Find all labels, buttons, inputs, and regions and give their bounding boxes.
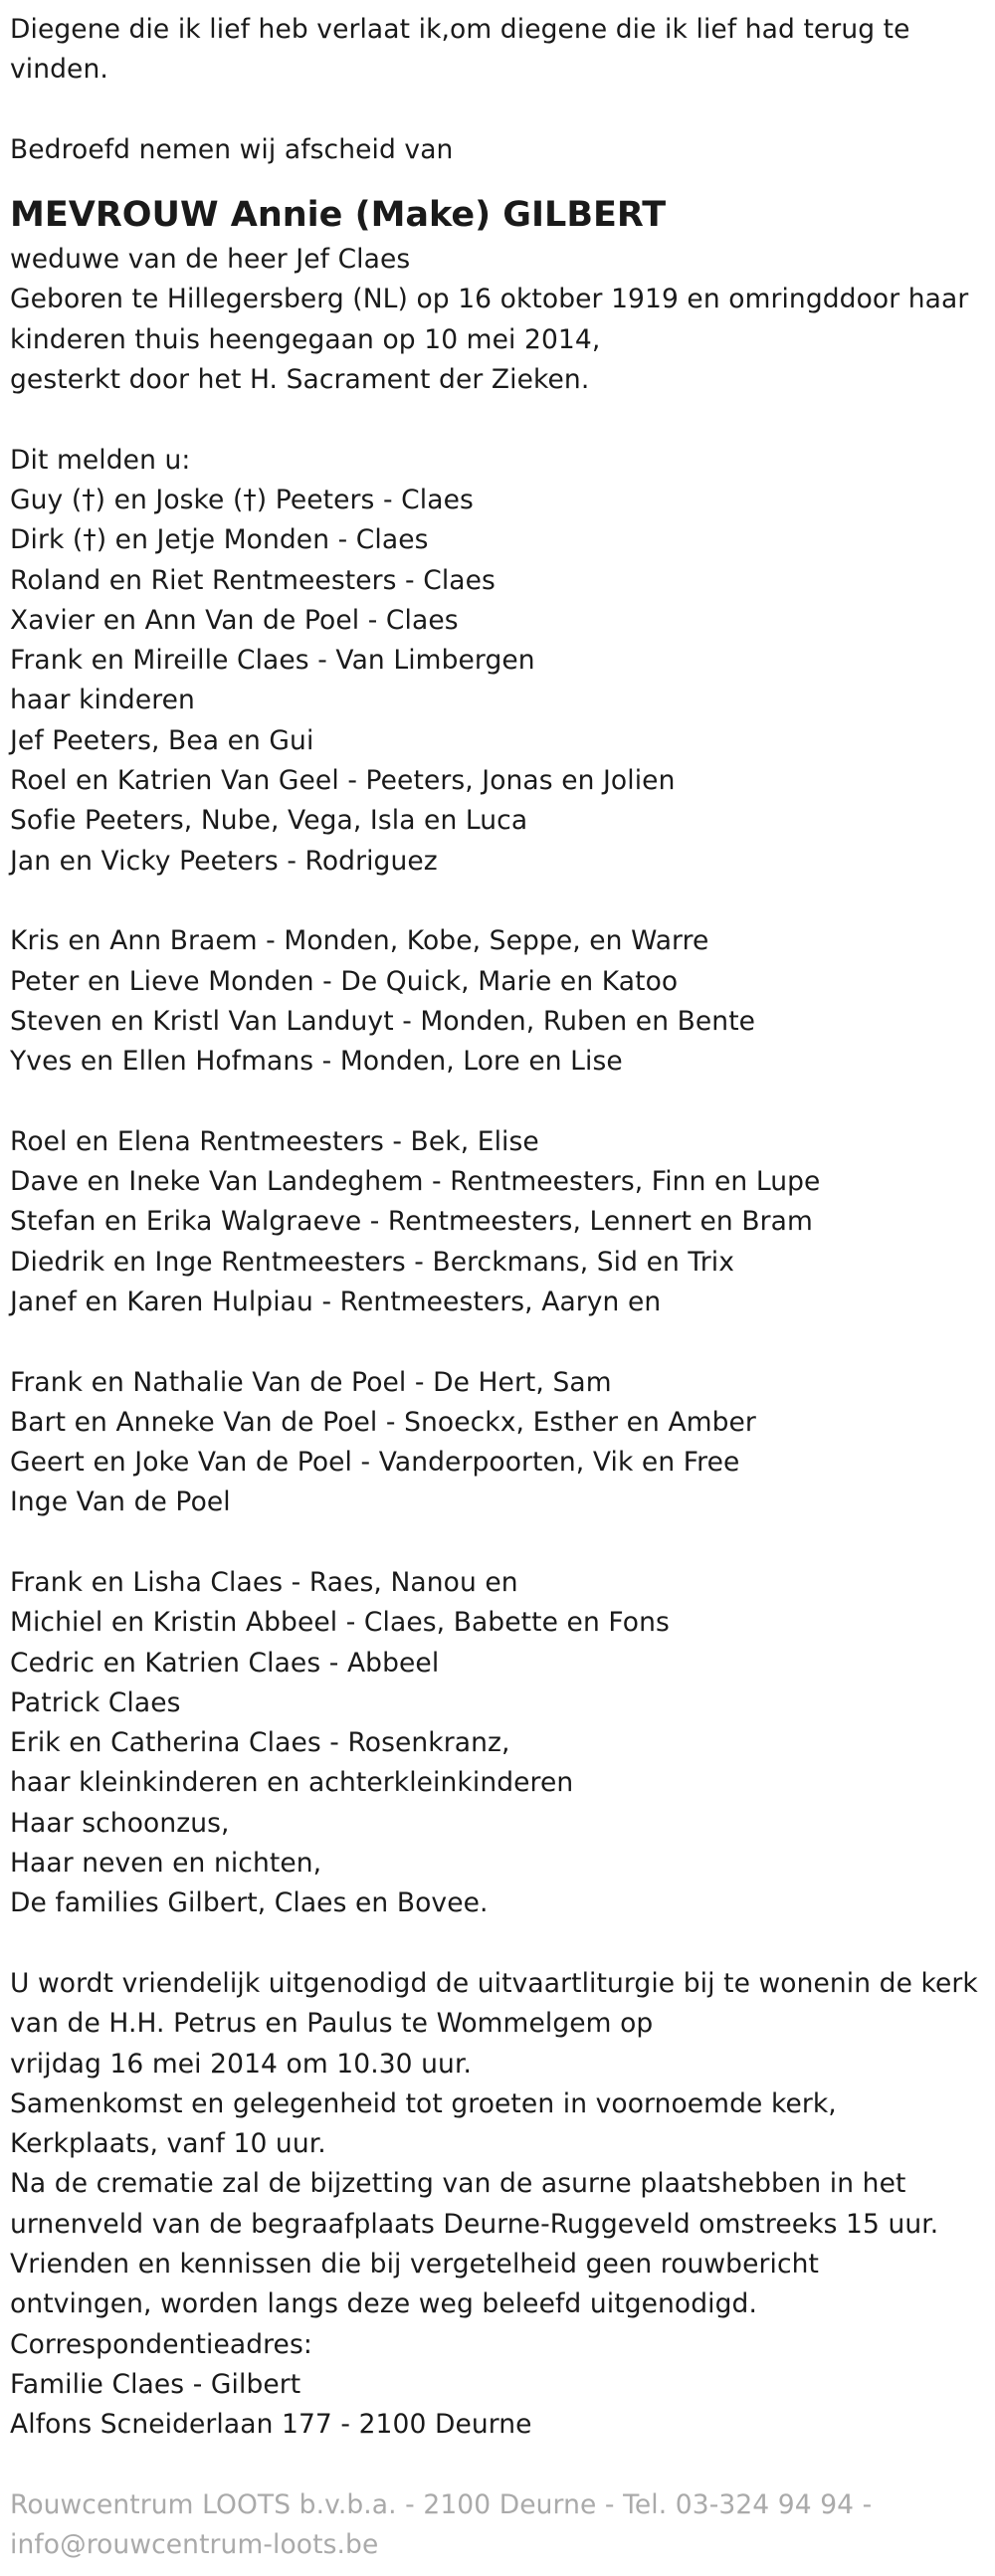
family-section (10, 400, 985, 1923)
detail-line: gesterkt door het H. Sacrament der Zieken. (10, 364, 590, 396)
service-line: Samenkomst en gelegenheid tot groeten in voornoemde kerk, (10, 2087, 837, 2119)
service-line: Correspondentieadres: (10, 2328, 312, 2360)
family-line: De families Gilbert, Claes en Bovee. (10, 1887, 489, 1919)
family-line: Jan en Vicky Peeters - Rodriguez (10, 845, 438, 877)
family-line: Cedric en Katrien Claes - Abbeel (10, 1647, 440, 1679)
service-line: Na de crematie zal de bijzetting van de asurne plaatshebben in het (10, 2168, 906, 2200)
detail-line: Geboren te Hillegersberg (NL) op 16 oktober 1919 en omringddoor haar (10, 284, 969, 315)
blank-line (10, 400, 985, 440)
family-line: Stefan en Erika Walgraeve - Rentmeesters, Lennert en Bram (10, 1206, 813, 1238)
service-section (10, 1924, 985, 2446)
family-line: Bart en Anneke Van de Poel - Snoeckx, Esther en Amber (10, 1406, 756, 1438)
family-line: Dave en Ineke Van Landeghem - Rentmeesters, Finn en Lupe (10, 1166, 821, 1198)
intro-line: Bedroefd nemen wij afscheid van (10, 133, 454, 165)
family-line: Dirk (†) en Jetje Monden - Claes (10, 524, 429, 556)
detail-line: kinderen thuis heengegaan op 10 mei 2014, (10, 323, 601, 355)
service-line: Vrienden en kennissen die bij vergetelheid geen rouwbericht (10, 2249, 820, 2280)
family-line: Kris en Ann Braem - Monden, Kobe, Seppe, en Warre (10, 925, 709, 957)
family-line: Frank en Mireille Claes - Van Limbergen (10, 645, 535, 677)
family-line: Haar neven en nichten, (10, 1848, 322, 1880)
family-line: Xavier en Ann Van de Poel - Claes (10, 604, 459, 636)
service-line: Alfons Scneiderlaan 177 - 2100 Deurne (10, 2409, 532, 2441)
blank-line (10, 1082, 985, 1121)
family-line: Inge Van de Poel (10, 1486, 231, 1518)
blank-line (10, 2446, 985, 2485)
family-line: Erik en Catherina Claes - Rosenkranz, (10, 1727, 510, 1759)
deceased-name: MEVROUW Annie (Make) GILBERT (10, 195, 667, 236)
family-line: Roel en Elena Rentmeesters - Bek, Elise (10, 1125, 539, 1157)
family-line: Peter en Lieve Monden - De Quick, Marie en Katoo (10, 965, 679, 997)
family-line: Sofie Peeters, Nube, Vega, Isla en Luca (10, 805, 528, 837)
family-line: Frank en Nathalie Van de Poel - De Hert, Sam (10, 1366, 612, 1398)
detail-line: weduwe van de heer Jef Claes (10, 244, 411, 276)
family-line: Haar schoonzus, (10, 1807, 230, 1839)
intro-line: vinden. (10, 54, 108, 86)
details-section (10, 240, 985, 400)
family-line: Diedrik en Inge Rentmeesters - Berckmans, Sid en Trix (10, 1246, 735, 1278)
family-line: Roel en Katrien Van Geel - Peeters, Jonas en Jolien (10, 765, 676, 797)
service-line: Kerkplaats, vanf 10 uur. (10, 2128, 326, 2160)
family-line: Yves en Ellen Hofmans - Monden, Lore en Lise (10, 1046, 623, 1078)
blank-line (10, 1523, 985, 1563)
family-line: haar kleinkinderen en achterkleinkinderen (10, 1767, 574, 1799)
family-line: Patrick Claes (10, 1686, 181, 1718)
family-line: haar kinderen (10, 685, 195, 716)
family-line: Frank en Lisha Claes - Raes, Nanou en (10, 1566, 518, 1598)
service-line: ontvingen, worden langs deze weg beleefd uitgenodigd. (10, 2288, 758, 2320)
family-line: Dit melden u: (10, 444, 191, 476)
service-line: vrijdag 16 mei 2014 om 10.30 uur. (10, 2048, 473, 2080)
service-line: U wordt vriendelijk uitgenodigd de uitvaartliturgie bij te wonenin de kerk (10, 1967, 978, 1999)
blank-line (10, 1924, 985, 1964)
footer-line: info@rouwcentrum-loots.be (10, 2529, 379, 2561)
footer-section (10, 2446, 985, 2566)
service-line: Familie Claes - Gilbert (10, 2368, 301, 2400)
family-line: Geert en Joke Van de Poel - Vanderpoorten, Vik en Free (10, 1447, 740, 1479)
family-line: Roland en Riet Rentmeesters - Claes (10, 564, 496, 596)
service-line: van de H.H. Petrus en Paulus te Wommelgem op (10, 2008, 654, 2040)
family-line: Janef en Karen Hulpiau - Rentmeesters, Aaryn en (10, 1286, 662, 1317)
intro-section (10, 10, 985, 170)
service-line: urnenveld van de begraafplaats Deurne-Ruggeveld omstreeks 15 uur. (10, 2208, 939, 2240)
family-line: Jef Peeters, Bea en Gui (10, 724, 314, 756)
family-line: Guy (†) en Joske (†) Peeters - Claes (10, 484, 474, 515)
family-line: Michiel en Kristin Abbeel - Claes, Babette en Fons (10, 1607, 670, 1639)
footer-line: Rouwcentrum LOOTS b.v.b.a. - 2100 Deurne - Tel. 03-324 94 94 - (10, 2488, 873, 2520)
intro-line: Diegene die ik lief heb verlaat ik,om diegene die ik lief had terug te (10, 14, 910, 45)
family-line: Steven en Kristl Van Landuyt - Monden, Ruben en Bente (10, 1005, 756, 1037)
blank-line (10, 91, 985, 130)
blank-line (10, 882, 985, 921)
blank-line (10, 1322, 985, 1362)
